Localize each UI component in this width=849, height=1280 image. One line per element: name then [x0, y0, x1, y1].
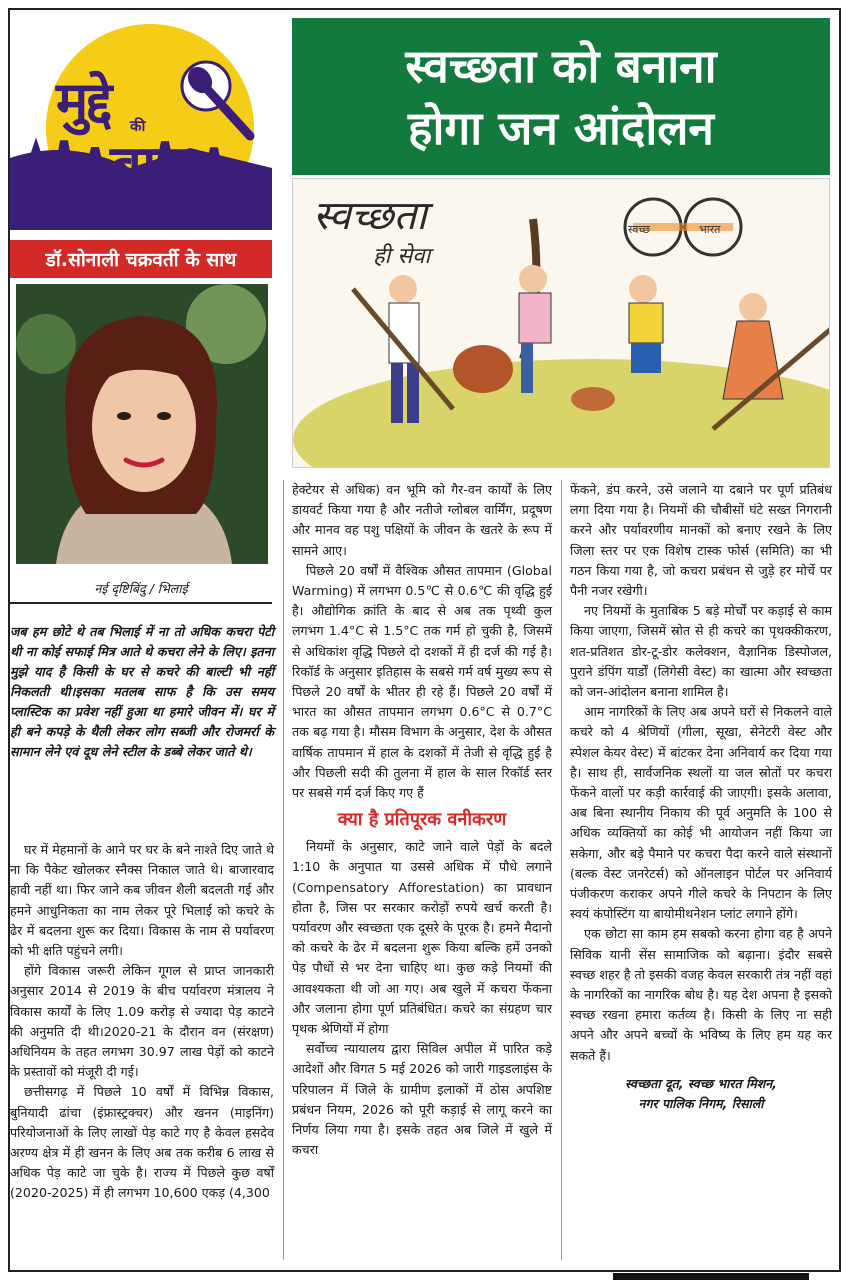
divider — [10, 602, 272, 604]
signature-line2: नगर पालिक निगम, रिसाली — [638, 1095, 764, 1111]
paragraph: आम नागरिकों के लिए अब अपने घरों से निकलने वाले कचरे को 4 श्रेणियों (गीला, सूखा, सेनेटरी वेस्ट और स्पेशल केयर वेस्ट) में बांटकर देना अनिवार्य कर दिया गया है। साथ ही, सार्वजनिक स्थलों या जल स्रोतों पर कचरा फेंकने वालों पर कड़ी कार्रवाई की जाएगी। इसके अलावा, अब बिना स्थानीय निकाय की पूर्व अनुमति के 100 से अधिक व्यक्तियों का कोई भी आयोजन नहीं किया जा सकेगा, और बड़े पैमाने पर कचरा पैदा करने वाले संस्थानों (बल्क वेस्ट जनरेटर्स) को ऑनलाइन पोर्टल पर अनिवार्य पंजीकरण कराकर अपने गीले कचरे के निपटान के लिए स्वयं कंपोस्टिंग या बायोमीथनेशन प्लांट लगाने होंगे। — [570, 704, 832, 922]
logo-line2: बात — [110, 134, 185, 199]
article-column-3 — [570, 480, 832, 1114]
column-divider — [561, 480, 562, 1260]
paragraph: नियमों के अनुसार, काटे जाने वाले पेड़ों के बदले 1:10 के अनुपात या उससे अधिक में पौधे लगाने (Compensatory Afforestation) का प्रावधान होता है, जिस पर सरकार करोड़ों रुपये खर्च करती है। पर्यावरण और स्वच्छता एक दूसरे के पूरक है। हमने मैदानो को कचरे के ढेर में बदलना शुरू किया बल्कि हमें उनको पेड़ पौधों से भर देना चाहिए था। कुछ कड़े नियमों की आवश्यकता थी जो आ गए। अब खुले में कचरा फेंकना और जलाना होगा पूर्ण प्रतिबंधित। कचरे का संग्रहण चार पृथक श्रेणियों में होगा — [292, 839, 552, 1037]
column-divider — [283, 480, 284, 1260]
badge-right-text: भारत — [699, 223, 721, 236]
headline-line1: स्वच्छता को बनाना — [405, 38, 717, 93]
dateline: नई दृष्टिबिंदु / भिलाई — [94, 581, 188, 596]
subheading: क्या है प्रतिपूरक वनीकरण — [337, 809, 507, 831]
logo-line1: मुद्दे — [56, 70, 111, 133]
paragraph: फेंकने, डंप करने, उसे जलाने या दबाने पर पूर्ण प्रतिबंध लगा दिया गया है। नियमों की चौबीसों घंटे सख्त निगरानी करने और पर्यावरणीय मानकों को बनाए रखने के लिए जिला स्तर पर एक विशेष टास्क फोर्स (समिति) का भी गठन किया गया है, जो कचरा प्रबंधन से जुड़े हर मोर्चे पर पैनी नजर रखेगी। — [570, 482, 832, 599]
headline-line2: होगा जन आंदोलन — [408, 100, 714, 155]
column-logo — [10, 18, 272, 230]
paragraph: सर्वोच्च न्यायालय द्वारा सिविल अपील में पारित कड़े आदेशों और विगत 5 मई 2026 को जारी गाइडलाइंस के परिपालन में जिले के ग्रामीण इलाकों में ठोस अपशिष्ट प्रबंधन नियम, 2026 को पूरी कड़ाई से लागू करने का निर्णय लिया गया है। इसके तहत अब जिले में खुले में कचरा — [292, 1041, 552, 1158]
author-signature — [570, 1074, 832, 1114]
article-column-2 — [292, 480, 552, 1161]
badge-left-text: स्वच्छ — [628, 223, 651, 236]
headline-banner — [292, 18, 830, 175]
illustration-slogan-1: स्वच्छता — [313, 193, 427, 239]
illustration-slogan-2: ही सेवा — [373, 244, 431, 269]
intro-paragraph — [10, 622, 274, 762]
paragraph: नए नियमों के मुताबिक 5 बड़े मोर्चों पर कड़ाई से काम किया जाएगा, जिसमें स्रोत से ही कचरे का पृथक्कीकरण, शत-प्रतिशत डोर-टू-डोर कलेक्शन, वैज्ञानिक डिस्पोजल, पुराने डंपिंग यार्डों (लिगेसी वेस्ट) का खात्मा और स्वच्छता को जन-आंदोलन बनाना शामिल है। — [570, 603, 832, 700]
paragraph: हेक्टेयर से अधिक) वन भूमि को गैर-वन कार्यों के लिए डायवर्ट किया गया है और नतीजे ग्लोबल वार्मिंग, प्रदूषण और मानव वह पशु पक्षियों के जीवन के खतरे के रूप में सामने आए। — [292, 482, 552, 558]
paragraph: पिछले 20 वर्षों में वैश्विक औसत तापमान (Global Warming) में लगभग 0.5℃ से 0.6℃ की वृद्धि हुई है। औद्योगिक क्रांति के बाद से अब तक पृथ्वी कुल लगभग 1.4°C से 1.5°C तक गर्म हो चुकी है, जिसमें से अधिकांश वृद्धि पिछले दो दशकों में ही दर्ज की गई है। रिकॉर्ड के अनुसार इतिहास के सबसे गर्म वर्ष मुख्य रूप से पिछले 20 वर्षों के भीतर ही रहे हैं। पिछले 20 वर्षों में भारत का औसत तापमान लगभग 0.6°C से 0.7°C तक बढ़ गया है। मौसम विभाग के अनुसार, देश के औसत वार्षिक तापमान में हाल के दशकों में तेजी से वृद्धि हुई है और पिछली सदी की तुलना में हाल के साल रिकॉर्ड स्तर पर सबसे गर्म दर्ज किए गए हैं — [292, 562, 552, 801]
paragraph: होंगे विकास जरूरी लेकिन गूगल से प्राप्त जानकारी अनुसार 2014 से 2019 के बीच पर्यावरण मंत्रालय ने विकास कार्यों के लिए 1.09 करोड़ से ज्यादा पेड़ काटने की अनुमति दी थी।2020-21 के दौरान वन (संरक्षण) अधिनियम के तहत लगभग 30.97 लाख पेड़ों को काटने के प्रस्तावों को मंजूरी दी गई। — [10, 963, 274, 1080]
article-column-1 — [10, 840, 274, 1204]
signature-line1: स्वच्छता दूत, स्वच्छ भारत मिशन, — [625, 1075, 777, 1091]
paragraph: छत्तीसगढ़ में पिछले 10 वर्षों में विभिन्न विकास, बुनियादी ढांचा (इंफ्रास्ट्रक्चर) और खनन (माइनिंग) परियोजनाओं के लिए लाखों पेड़ काटे गए है केवल हसदेव अरण्य क्षेत्र में ही खनन के लिए अब तक करीब 6 लाख से अधिक पेड़ काटे जा चुके है। राज्य में पिछले कुछ वर्षों (2020-2025) में ही लगभग 10,600 एकड़ (4,300 — [10, 1084, 274, 1201]
swachhata-illustration — [292, 178, 830, 468]
footer-bar — [613, 1273, 809, 1280]
paragraph: एक छोटा सा काम हम सबको करना होगा वह है अपने सिविक यानी सेंस सामाजिक को बढ़ाना। इंदौर सबसे स्वच्छ शहर है तो इसकी वजह केवल सरकारी तंत्र नहीं वहां के नागरिकों का नागरिक बोध है। यह देश अपना है इसको स्वच्छ रखना हमारा कर्तव्य है। किसी के लिए ना सही अपने और अपने बच्चों के भविष्य के लिए हम यह कर सकते हैं। — [570, 926, 832, 1063]
swachh-bharat-logo — [625, 199, 741, 255]
intro-text: जब हम छोटे थे तब भिलाई में ना तो अधिक कचरा पेटी थी ना कोई सफाई मित्र आते थे कचरा लेने के लिए। इतना मुझे याद है किसी के घर से कचरे की बाल्टी भी नहीं निकलती थी।इसका मतलब साफ है कि उस समय प्लास्टिक का प्रवेश नहीं हुआ था हमारे जीवन में। घर में ही बने कपड़े के थैली लेकर लोग सब्जी और रोजमर्रा के सामान लेने एवं दूध लेने स्टील के डब्बे लेकर जाते थे। — [10, 624, 274, 759]
paragraph: घर में मेहमानों के आने पर घर के बने नाश्ते दिए जाते थे ना कि पैकेट खोलकर स्नैक्स निकाल जाते थे। बाजारवाद हावी नहीं था। फिर जाने कब जीवन शैली बदलती गई और हमने आधुनिकता का नाम लेकर पूरे भिलाई को कचरे के ढेर में बदलना शुरू कर दिया। विकास के नाम से पर्यावरण को भी क्षति पहुंचने लगी। — [10, 842, 274, 959]
logo-small-word: की — [130, 117, 146, 135]
host-banner: डॉ.सोनाली चक्रवर्ती के साथ — [10, 240, 272, 278]
columnist-photo — [16, 284, 268, 564]
